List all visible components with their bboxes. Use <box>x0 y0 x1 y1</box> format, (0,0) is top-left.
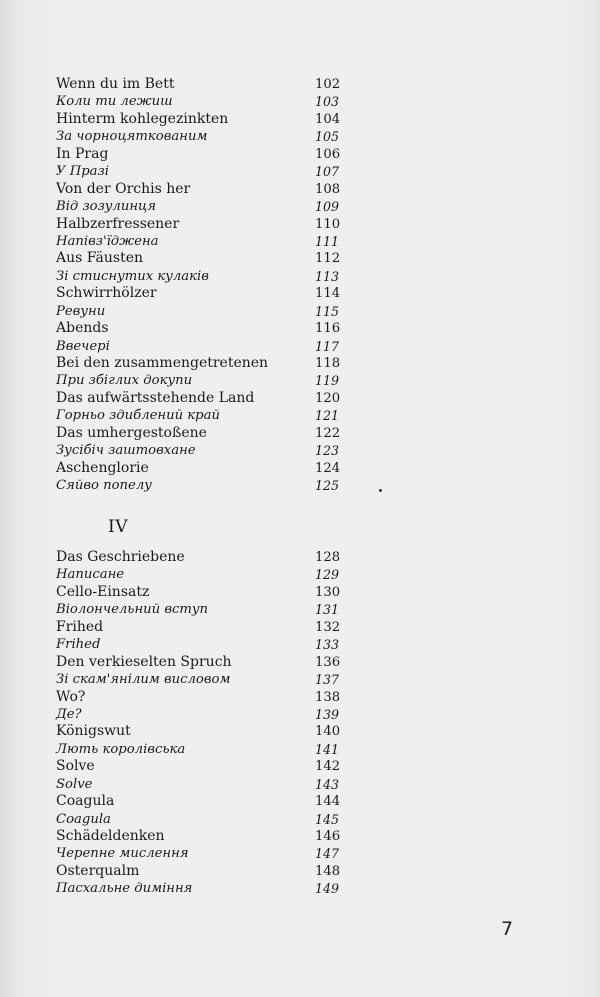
toc-entry-page: 110 <box>315 216 341 232</box>
toc-entry-title: Coagula <box>56 811 111 827</box>
toc-entry <box>56 880 356 897</box>
toc-entry-title: Abends <box>56 320 109 337</box>
toc-entry-page: 131 <box>315 602 340 618</box>
toc-entry-page: 111 <box>315 233 340 249</box>
toc-entry-page: 103 <box>315 94 340 110</box>
toc-entry-title: Зі скам'янілим висловом <box>56 672 231 688</box>
toc-entry-title: Зусібіч заштовхане <box>56 443 196 459</box>
toc-entry-page: 123 <box>315 443 340 459</box>
toc-entries <box>56 76 356 495</box>
toc-entry-title: Ввечері <box>56 338 110 354</box>
toc-entry <box>56 460 356 477</box>
toc-entry-page: 142 <box>315 759 341 775</box>
toc-entry <box>56 320 356 337</box>
toc-entry-title: Лють королівська <box>56 741 186 757</box>
toc-entry-page: 132 <box>315 619 341 635</box>
toc-entry-title: Coagula <box>56 793 115 810</box>
toc-entry-page: 107 <box>315 164 340 180</box>
toc-entry-title: Hinterm kohlegezinkten <box>56 110 229 127</box>
toc-entry <box>56 93 356 110</box>
toc-entry <box>56 338 356 355</box>
toc-entry <box>56 233 356 250</box>
toc-entry-title: Frihed <box>56 618 104 635</box>
toc-entry-page: 120 <box>315 390 341 406</box>
toc-entry-page: 118 <box>315 356 341 371</box>
toc-entry <box>56 584 356 601</box>
toc-entry <box>56 636 356 653</box>
toc-entry-page: 105 <box>315 129 340 145</box>
toc-entry-title: Den verkieselten Spruch <box>56 653 232 670</box>
page-number: 7 <box>501 918 514 940</box>
toc-entry-page: 138 <box>315 689 341 705</box>
toc-entry-page: 115 <box>315 303 340 319</box>
toc-entry <box>56 128 356 145</box>
section-heading: IV <box>108 517 128 537</box>
toc-entry-title: Aus Fäusten <box>56 250 144 267</box>
toc-entry-title: За чорноцяткованим <box>56 129 208 145</box>
toc-entry <box>56 671 356 688</box>
toc-entry <box>56 146 356 163</box>
toc-entry-title: Das Geschriebene <box>56 549 185 565</box>
toc-entry-title: У Празі <box>56 164 109 180</box>
toc-entry <box>56 758 356 775</box>
toc-entry-title: Віолончельний вступ <box>56 602 209 618</box>
toc-entry-title: Від зозулинця <box>56 199 156 215</box>
toc-entry-page: 124 <box>315 460 341 476</box>
toc-entry-title: Solve <box>56 758 95 775</box>
toc-entry-title: Halbzerfressener <box>56 215 180 232</box>
toc-entry-title: Коли ти лежиш <box>56 94 173 110</box>
toc-entries <box>56 549 356 898</box>
toc-entry <box>56 811 356 828</box>
toc-entry-title: Das umhergestoßene <box>56 424 207 441</box>
toc-entry <box>56 390 356 407</box>
toc-entry-page: 140 <box>315 724 341 740</box>
toc-entry-title: Wo? <box>56 688 86 705</box>
toc-entry <box>56 776 356 793</box>
toc-entry-page: 109 <box>315 199 340 215</box>
toc-entry-title: Сяйво попелу <box>56 478 152 494</box>
toc-entry <box>56 619 356 636</box>
toc-entry-title: Ревуни <box>56 303 106 319</box>
toc-entry-page: 104 <box>315 111 341 127</box>
toc-entry-title: Горньо здиблений край <box>56 408 220 424</box>
toc-entry-page: 145 <box>315 811 340 827</box>
toc-entry <box>56 407 356 424</box>
toc-entry <box>56 355 356 372</box>
toc-entry <box>56 741 356 758</box>
toc-entry-title: Schwirrhölzer <box>56 285 157 302</box>
toc-entry-title: Пасхальне диміння <box>56 881 193 897</box>
toc-entry-title: Königswut <box>56 723 131 740</box>
toc-entry-page: 144 <box>315 794 341 810</box>
toc-entry-page: 122 <box>315 425 341 441</box>
toc-entry <box>56 181 356 198</box>
toc-entry-page: 102 <box>315 77 341 92</box>
toc-entry-page: 117 <box>315 338 340 354</box>
toc-entry-title: Das aufwärtsstehende Land <box>56 389 255 406</box>
toc-entry-page: 113 <box>315 268 340 284</box>
toc-entry-title: Написане <box>56 567 125 583</box>
toc-entry-page: 125 <box>315 478 340 494</box>
toc-entry <box>56 216 356 233</box>
toc-entry-title: Cello-Einsatz <box>56 583 150 600</box>
toc-entry-title: Wenn du im Bett <box>56 76 175 92</box>
toc-entry-page: 121 <box>315 408 340 424</box>
toc-entry-title: Де? <box>56 706 82 722</box>
toc-entry <box>56 828 356 845</box>
toc-entry <box>56 863 356 880</box>
toc-entry <box>56 268 356 285</box>
toc-entry <box>56 285 356 302</box>
toc-section-continued <box>56 76 356 495</box>
toc-entry-title: Напівз'їджена <box>56 233 159 249</box>
paper-speck <box>379 489 382 492</box>
toc-entry-title: Bei den zusammengetretenen <box>56 355 269 371</box>
toc-entry <box>56 601 356 618</box>
toc-entry <box>56 477 356 494</box>
toc-entry-page: 137 <box>315 672 340 688</box>
toc-entry-title: Schädeldenken <box>56 828 165 844</box>
toc-entry-page: 141 <box>315 741 340 757</box>
toc-entry-page: 108 <box>315 181 341 197</box>
toc-entry <box>56 442 356 459</box>
toc-entry <box>56 706 356 723</box>
toc-entry <box>56 303 356 320</box>
toc-entry <box>56 111 356 128</box>
toc-entry-page: 106 <box>315 146 341 162</box>
toc-entry-page: 149 <box>315 881 340 897</box>
toc-entry <box>56 566 356 583</box>
toc-entry <box>56 425 356 442</box>
toc-entry-page: 143 <box>315 776 340 792</box>
toc-entry-title: In Prag <box>56 145 109 162</box>
toc-entry <box>56 76 356 93</box>
toc-entry <box>56 793 356 810</box>
toc-entry-page: 114 <box>315 286 341 302</box>
toc-entry-page: 136 <box>315 654 341 670</box>
toc-entry-title: Frihed <box>56 637 101 653</box>
toc-entry-title: Черепне мислення <box>56 846 189 862</box>
toc-entry-page: 139 <box>315 706 340 722</box>
toc-entry <box>56 654 356 671</box>
toc-entry-title: Aschenglorie <box>56 459 149 476</box>
toc-entry-page: 146 <box>315 829 341 844</box>
toc-entry-title: Зі стиснутих кулаків <box>56 268 209 284</box>
toc-entry-page: 116 <box>315 321 341 337</box>
toc-entry-title: При збіглих докупи <box>56 373 193 389</box>
toc-entry-page: 148 <box>315 863 341 879</box>
toc-entry <box>56 689 356 706</box>
toc-entry <box>56 250 356 267</box>
toc-entry <box>56 163 356 180</box>
toc-entry-page: 112 <box>315 251 341 267</box>
toc-entry-page: 128 <box>315 550 341 565</box>
toc-entry-page: 147 <box>315 846 340 862</box>
toc-entry-page: 129 <box>315 567 340 583</box>
toc-entry-title: Solve <box>56 776 93 792</box>
toc-entry <box>56 549 356 566</box>
toc-entry <box>56 372 356 389</box>
toc-entry-page: 133 <box>315 637 340 653</box>
toc-entry-page: 130 <box>315 584 341 600</box>
toc-entry-title: Osterqualm <box>56 862 140 879</box>
toc-entry-title: Von der Orchis her <box>56 180 191 197</box>
toc-entry <box>56 845 356 862</box>
toc-entry-page: 119 <box>315 373 340 389</box>
toc-entry <box>56 198 356 215</box>
toc-entry <box>56 723 356 740</box>
toc-section-iv <box>56 515 356 898</box>
